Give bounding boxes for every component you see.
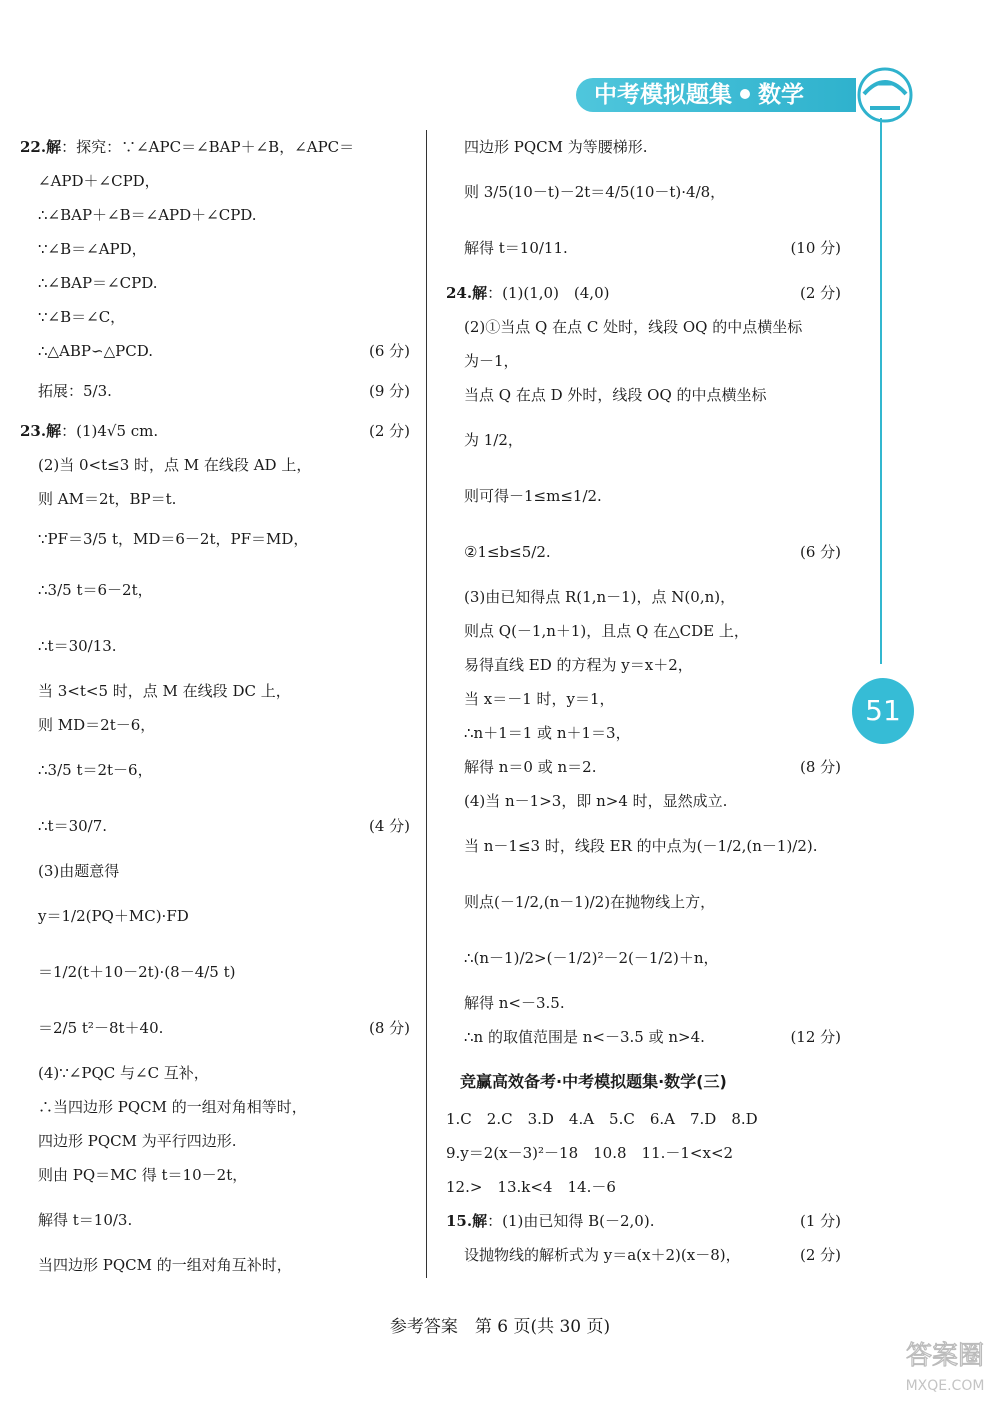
banner-dot: [740, 89, 750, 99]
score-mark: (8 分): [799, 758, 841, 776]
solution-line: [446, 220, 841, 276]
solution-line: [20, 742, 410, 798]
right-column: [446, 130, 841, 1272]
section-title: 竞赢高效备考·中考模拟题集·数学(三): [460, 1072, 727, 1091]
solution-line: [20, 1192, 410, 1248]
left-column: [20, 130, 410, 1282]
line-text: ：(1)(1,0) (4,0): [487, 284, 610, 302]
line-text: 解得 n＝0 或 n＝2.: [464, 758, 597, 776]
line-text: 四边形 PQCM 为等腰梯形.: [464, 138, 648, 156]
solution-line: [446, 1238, 841, 1272]
solution-line: [20, 1000, 410, 1056]
answer-row: 12.> 13.k<4 14.－6: [446, 1178, 616, 1196]
line-text: 拓展：5/3.: [38, 382, 112, 400]
line-text: ∵PF＝3/5 t，MD＝6－2t，PF＝MD，: [38, 530, 309, 548]
solution-line: [20, 482, 410, 516]
solution-line: [20, 232, 410, 266]
line-text: 则可得－1≤m≤1/2.: [464, 487, 602, 505]
line-text: ②1≤b≤5/2.: [464, 543, 551, 561]
score-mark: (6 分): [799, 543, 841, 561]
line-text: ∴3/5 t＝6－2t，: [38, 581, 153, 599]
line-text: ∴n 的取值范围是 n<－3.5 或 n>4.: [464, 1028, 705, 1046]
line-text: 则点(－1/2,(n－1)/2)在抛物线上方，: [464, 893, 716, 911]
line-text: 当点 Q 在点 D 外时，线段 OQ 的中点横坐标: [464, 386, 767, 404]
line-text: ＝2/5 t²－8t＋40.: [38, 1019, 164, 1037]
line-text: 解得 t＝10/11.: [464, 239, 568, 257]
solution-line: [446, 276, 841, 310]
line-text: ＝1/2(t＋10－2t)·(8－4/5 t): [38, 963, 236, 981]
solution-line: [20, 798, 410, 854]
line-text: 易得直线 ED 的方程为 y＝x＋2，: [464, 656, 693, 674]
margin-rule: [880, 118, 882, 664]
line-text: ∴t＝30/7.: [38, 817, 108, 835]
solution-line: [446, 682, 841, 716]
question-number: 22.解: [20, 138, 62, 156]
solution-line: [446, 986, 841, 1020]
solution-line: [446, 310, 841, 344]
line-text: 则点 Q(－1,n＋1)，且点 Q 在△CDE 上，: [464, 622, 749, 640]
solution-line: [20, 368, 410, 414]
solution-line: [446, 130, 841, 164]
solution-line: [446, 874, 841, 930]
line-text: ∴n＋1＝1 或 n＋1＝3，: [464, 724, 631, 742]
line-text: ：(1)4√5 cm.: [61, 422, 159, 440]
solution-line: [446, 1020, 841, 1054]
line-text: (2)①当点 Q 在点 C 处时，线段 OQ 的中点横坐标: [464, 318, 803, 336]
line-text: 为－1，: [464, 352, 519, 370]
line-text: ：(1)由已知得 B(－2,0).: [487, 1212, 655, 1230]
banner-title: 中考模拟题集: [594, 82, 732, 108]
line-text: ：探究：∵∠APC＝∠BAP＋∠B，∠APC＝: [61, 138, 355, 156]
solution-line: [20, 1090, 410, 1124]
score-mark: (8 分): [368, 1019, 410, 1037]
solution-line: [446, 784, 841, 818]
line-text: 四边形 PQCM 为平行四边形.: [38, 1132, 237, 1150]
line-text: 当 n－1≤3 时，线段 ER 的中点为(－1/2,(n－1)/2).: [464, 837, 818, 855]
watermark-logo-icon: [890, 1330, 1000, 1400]
solution-line: [20, 854, 410, 888]
line-text: ∵∠B＝∠APD，: [38, 240, 147, 258]
score-mark: (9 分): [368, 382, 410, 400]
solution-line: [446, 818, 841, 874]
line-text: ∴t＝30/13.: [38, 637, 117, 655]
solution-line: [446, 344, 841, 378]
solution-line: [446, 164, 841, 220]
line-text: ∴3/5 t＝2t－6，: [38, 761, 153, 779]
question-number: 24.解: [446, 284, 488, 302]
score-mark: (12 分): [790, 1028, 841, 1046]
svg-text:答案圈: 答案圈: [905, 1341, 985, 1371]
solution-line: [446, 930, 841, 986]
solution-line: [20, 1158, 410, 1192]
line-text: 则由 PQ＝MC 得 t＝10－2t，: [38, 1166, 248, 1184]
line-text: 则 AM＝2t，BP＝t.: [38, 490, 177, 508]
solution-line: [20, 674, 410, 708]
line-text: (2)当 0<t≤3 时，点 M 在线段 AD 上，: [38, 456, 312, 474]
line-text: (3)由已知得点 R(1,n－1)，点 N(0,n)，: [464, 588, 736, 606]
score-mark: (6 分): [368, 342, 410, 360]
column-divider: [426, 130, 427, 1278]
solution-line: [20, 708, 410, 742]
solution-line: [20, 266, 410, 300]
banner-subject: 数学: [758, 82, 804, 108]
solution-line: [20, 130, 410, 164]
score-mark: (2 分): [799, 1246, 841, 1264]
score-mark: (2 分): [799, 284, 841, 302]
line-text: (4)当 n－1>3，即 n>4 时，显然成立.: [464, 792, 728, 810]
watermark-text: MXQE.COM: [905, 1378, 985, 1394]
solution-line: [20, 334, 410, 368]
solution-line: [446, 716, 841, 750]
page-footer: 参考答案 第 6 页(共 30 页): [389, 1317, 611, 1337]
solution-line: [446, 378, 841, 412]
score-mark: (4 分): [368, 817, 410, 835]
solution-line: [446, 1204, 841, 1238]
solution-line: [20, 1248, 410, 1282]
line-text: 则 MD＝2t－6，: [38, 716, 156, 734]
page-number-badge: 51: [852, 678, 914, 744]
header-banner: [576, 78, 856, 112]
solution-line: [20, 448, 410, 482]
solution-line: [446, 750, 841, 784]
line-text: 解得 t＝10/3.: [38, 1211, 133, 1229]
answer-row: 1.C 2.C 3.D 4.A 5.C 6.A 7.D 8.D: [446, 1110, 758, 1128]
solution-line: [20, 944, 410, 1000]
line-text: 当四边形 PQCM 的一组对角互补时，: [38, 1256, 292, 1274]
line-text: (3)由题意得: [38, 862, 120, 880]
line-text: ∴△ABP∽△PCD.: [38, 342, 153, 360]
solution-line: [20, 1056, 410, 1090]
line-text: ∵∠B＝∠C，: [38, 308, 126, 326]
solution-line: [446, 580, 841, 614]
line-text: 当 x＝－1 时，y＝1，: [464, 690, 615, 708]
line-text: ∴当四边形 PQCM 的一组对角相等时，: [38, 1098, 307, 1116]
solution-line: [20, 618, 410, 674]
question-number: 15.解: [446, 1212, 488, 1230]
brand-logo-icon: [852, 64, 918, 126]
score-mark: (10 分): [790, 239, 841, 257]
line-text: 解得 n<－3.5.: [464, 994, 565, 1012]
score-mark: (1 分): [799, 1212, 841, 1230]
solution-line: [446, 648, 841, 682]
line-text: ∴∠BAP＋∠B＝∠APD＋∠CPD.: [38, 206, 257, 224]
question-number: 23.解: [20, 422, 62, 440]
line-text: (4)∵∠PQC 与∠C 互补，: [38, 1064, 209, 1082]
solution-line: [20, 562, 410, 618]
line-text: 设抛物线的解析式为 y＝a(x＋2)(x－8)，: [464, 1246, 741, 1264]
score-mark: (2 分): [368, 422, 410, 440]
line-text: 为 1/2，: [464, 431, 523, 449]
solution-line: [20, 300, 410, 334]
answer-row: 9.y＝2(x－3)²－18 10.8 11.－1<x<2: [446, 1144, 734, 1162]
solution-line: [20, 516, 410, 562]
line-text: ∠APD＋∠CPD，: [38, 172, 160, 190]
line-text: 当 3<t<5 时，点 M 在线段 DC 上，: [38, 682, 291, 700]
solution-line: [20, 1124, 410, 1158]
solution-line: [20, 414, 410, 448]
solution-line: [20, 198, 410, 232]
line-text: y＝1/2(PQ＋MC)·FD: [38, 907, 189, 925]
solution-line: [446, 614, 841, 648]
solution-line: [20, 164, 410, 198]
solution-line: [446, 468, 841, 524]
line-text: ∴∠BAP＝∠CPD.: [38, 274, 158, 292]
line-text: ∴(n－1)/2>(－1/2)²－2(－1/2)＋n，: [464, 949, 719, 967]
solution-line: [446, 412, 841, 468]
line-text: 则 3/5(10－t)－2t＝4/5(10－t)·4/8，: [464, 183, 726, 201]
solution-line: [20, 888, 410, 944]
solution-line: [446, 524, 841, 580]
